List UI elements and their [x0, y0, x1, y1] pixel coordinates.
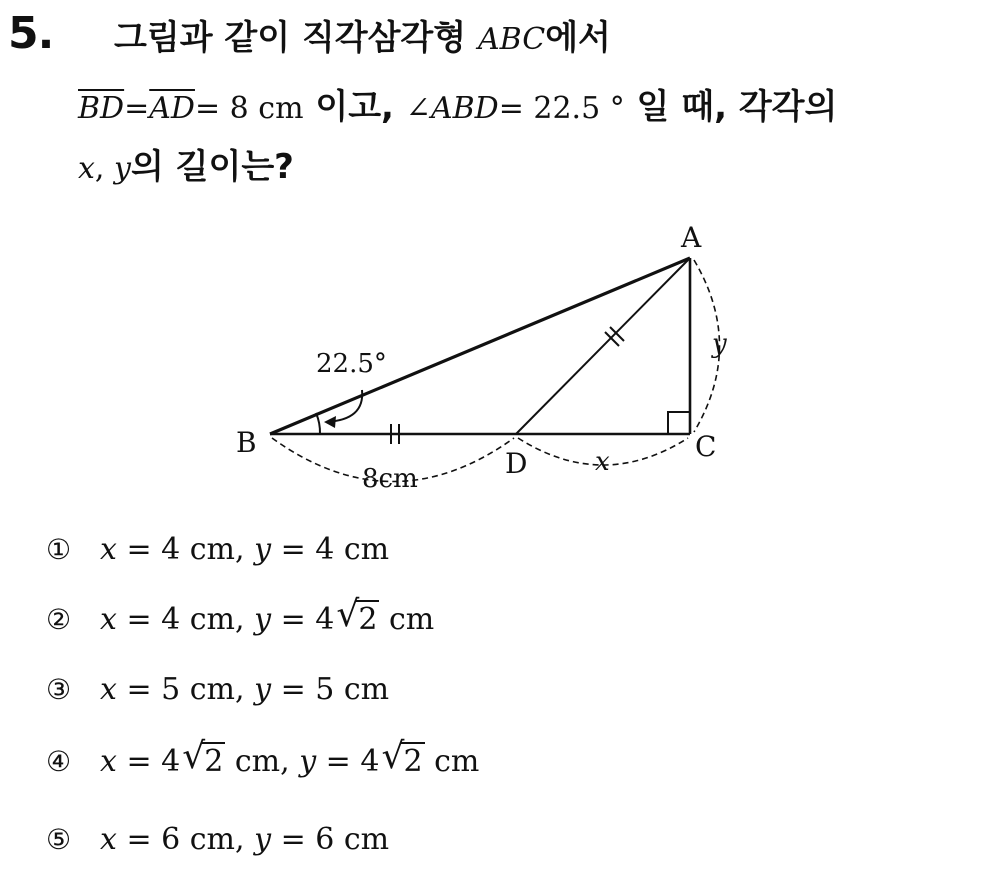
choice-x-value: = 4 cm	[116, 602, 236, 637]
choice-sep: ,	[235, 602, 255, 637]
question-ask: 의 길이는?	[130, 147, 294, 187]
radicand: 2	[204, 744, 224, 779]
choice-y-var: y	[254, 602, 272, 637]
sqrt-icon: √	[182, 736, 206, 777]
equals-sign: =	[124, 91, 150, 126]
choice-x-value: = 5 cm	[116, 672, 236, 707]
choice-y-unit: cm	[424, 744, 480, 779]
conjunction-text: 이고,	[303, 87, 406, 127]
choice-x-var: x	[100, 672, 117, 707]
angle-value: = 22.5 °	[498, 91, 625, 126]
choice-y-value: = 4 cm	[271, 532, 390, 567]
choice-x-value: = 4	[116, 744, 181, 779]
segment-bd: $\overline{BD}$	[78, 91, 125, 126]
choice-y-var: y	[254, 822, 272, 857]
var-y: y	[114, 151, 131, 186]
vertex-d-label: D	[505, 447, 528, 480]
angle-icon: ∠	[405, 91, 431, 126]
choice-x-var: x	[100, 822, 117, 857]
angle-label: 22.5°	[316, 349, 387, 379]
choice-x-var: x	[100, 602, 117, 637]
choice-y-var: y	[254, 672, 272, 707]
var-x: x	[78, 151, 95, 186]
angle-name: ABD	[430, 91, 499, 126]
choice-sep: ,	[235, 822, 255, 857]
sqrt-y	[381, 736, 424, 782]
sqrt-x	[182, 736, 225, 782]
question-text-tail: 에서	[545, 18, 611, 58]
choice-sep: ,	[235, 532, 255, 567]
choice-2[interactable]	[46, 594, 435, 640]
choice-x-var: x	[100, 532, 117, 567]
choice-number: ③	[46, 673, 72, 706]
angle-arc	[316, 413, 320, 434]
y-label: y	[712, 329, 727, 359]
question-text: 그림과 같이 직각삼각형	[114, 18, 478, 58]
choice-y-value: = 4	[271, 602, 335, 637]
x-label: x	[595, 447, 610, 477]
side-ab	[270, 258, 690, 434]
sqrt-icon: √	[336, 594, 360, 635]
choice-x-value: = 4 cm	[116, 532, 236, 567]
length-value: = 8 cm	[194, 91, 304, 126]
arrowhead-icon	[324, 416, 336, 428]
segment-ad: $\overline{AD}$	[149, 91, 195, 126]
choice-x-unit: cm	[225, 744, 281, 779]
vertex-c-label: C	[695, 430, 717, 463]
radicand: 2	[403, 744, 423, 779]
choice-y-var: y	[254, 532, 272, 567]
choice-y-unit: cm	[379, 602, 435, 637]
choice-sep: ,	[235, 672, 255, 707]
choice-number: ⑤	[46, 823, 72, 856]
vertex-a-label: A	[681, 221, 702, 254]
sqrt-y	[336, 594, 379, 640]
comma: ,	[94, 151, 114, 186]
question-number: 5.	[8, 8, 54, 59]
choice-y-var: y	[299, 744, 317, 779]
choice-4[interactable]	[46, 736, 480, 782]
choice-number: ②	[46, 603, 72, 636]
sqrt-icon: √	[381, 736, 405, 777]
choice-y-value: = 4	[316, 744, 380, 779]
choice-y-value: = 6 cm	[271, 822, 390, 857]
choice-1[interactable]	[46, 530, 389, 570]
right-angle-mark	[668, 412, 690, 434]
triangle-name: ABC	[477, 22, 546, 57]
choice-x-value: = 6 cm	[116, 822, 236, 857]
choice-x-var: x	[100, 744, 117, 779]
when-text: 일 때, 각각의	[624, 87, 838, 127]
bd-length-label: 8cm	[362, 464, 418, 494]
radicand: 2	[358, 602, 378, 637]
choice-sep: ,	[280, 744, 300, 779]
choice-5[interactable]	[46, 820, 389, 860]
choice-y-value: = 5 cm	[271, 672, 390, 707]
choice-3[interactable]	[46, 670, 389, 710]
vertex-b-label: B	[236, 426, 257, 459]
choice-number: ④	[46, 745, 72, 778]
choice-number: ①	[46, 533, 72, 566]
segment-ad-line	[516, 258, 690, 434]
angle-pointer	[326, 390, 362, 422]
